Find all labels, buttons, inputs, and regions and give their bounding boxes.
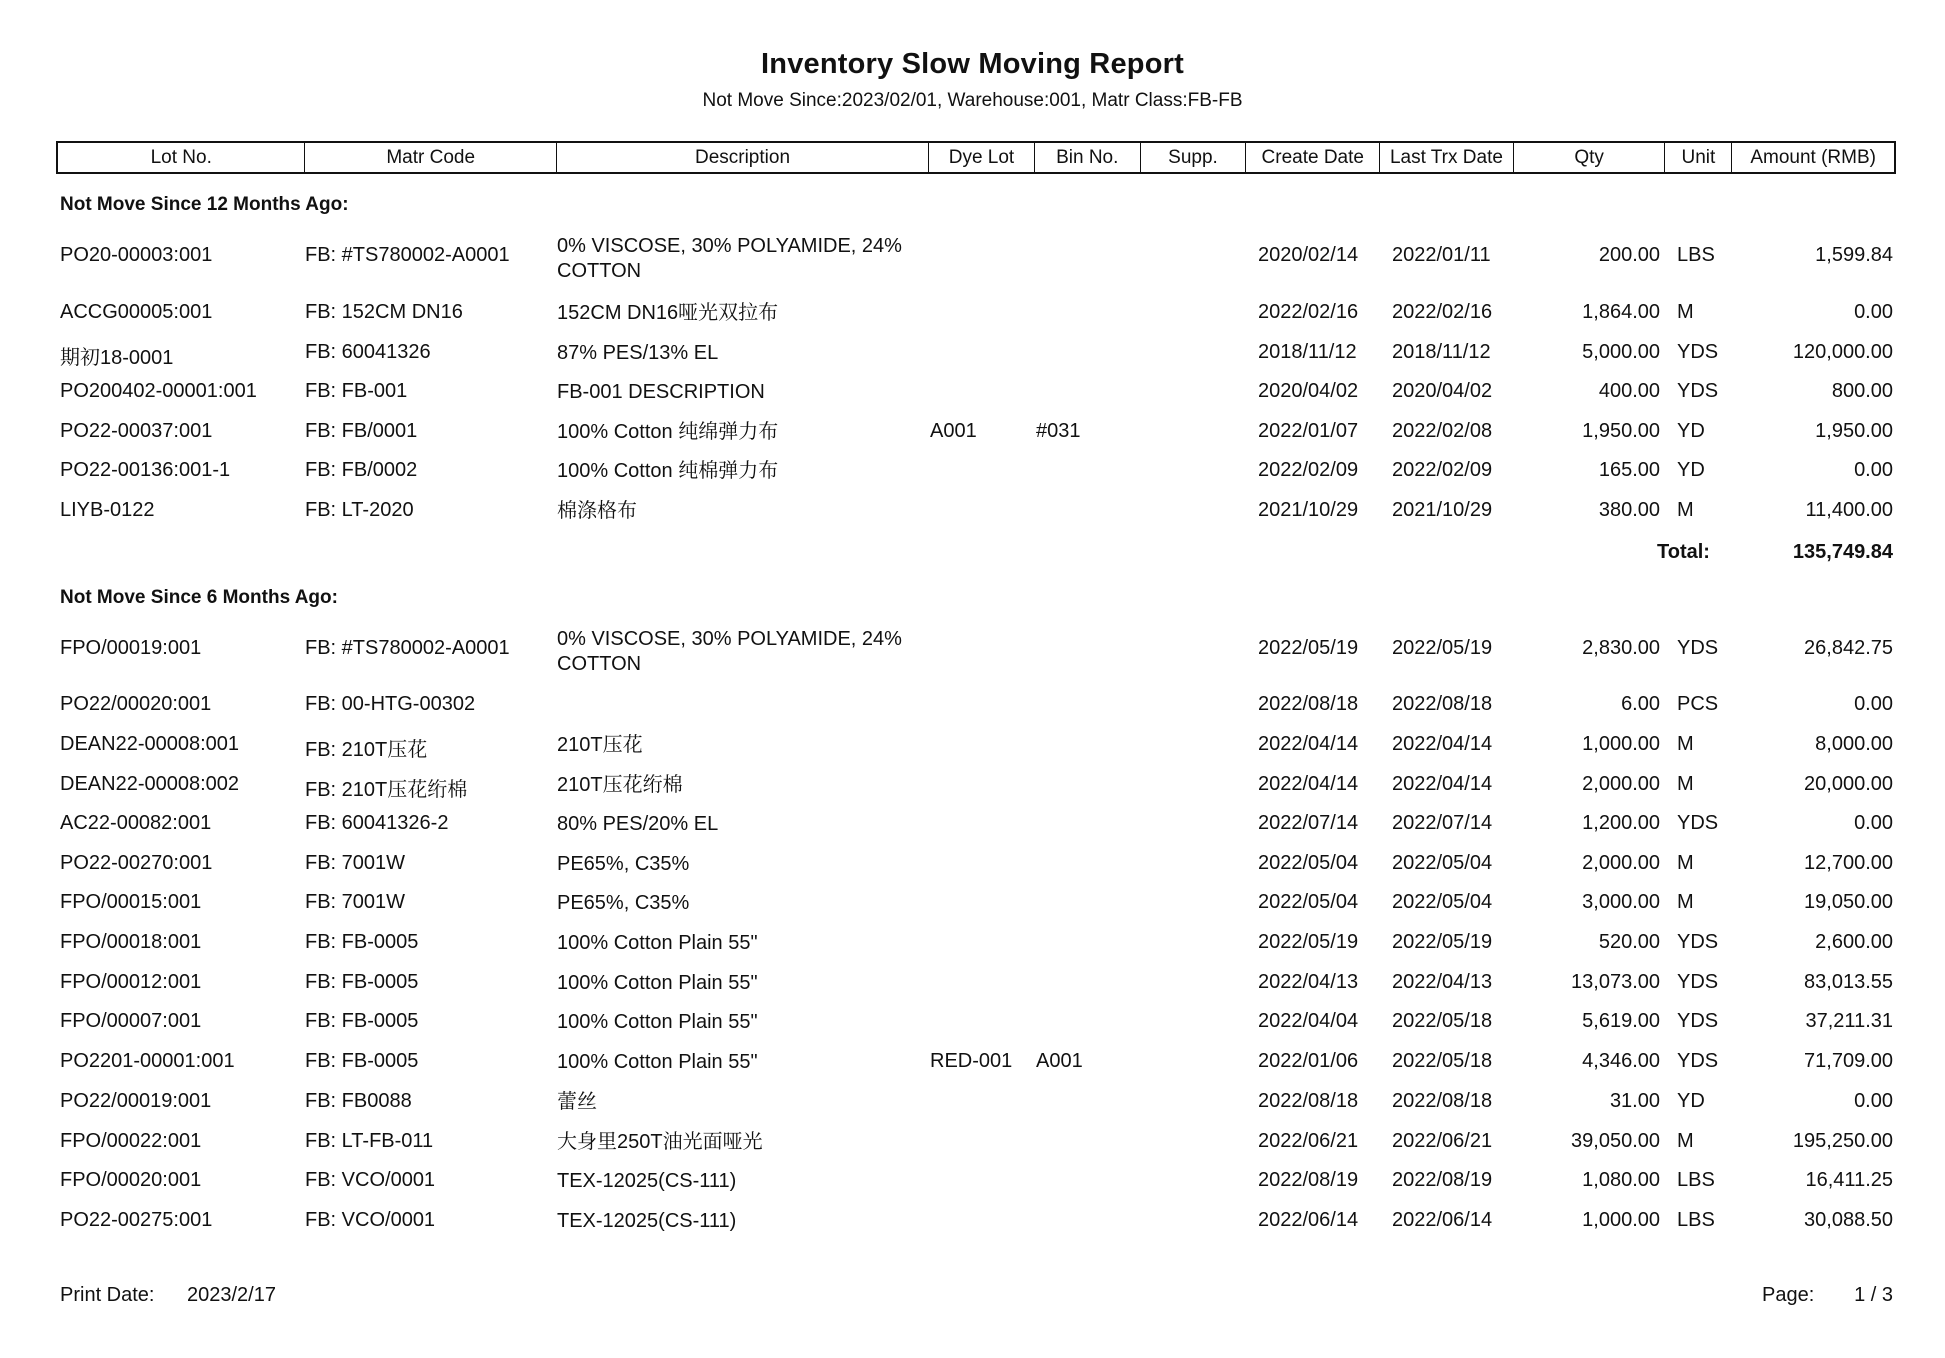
- col-header-unit: Unit: [1665, 143, 1732, 172]
- amount-cell: 120,000.00: [1792, 341, 1893, 363]
- unit-cell: YDS: [1677, 341, 1719, 363]
- create-date-cell: 2022/07/14: [1258, 812, 1359, 834]
- qty-cell: 2,830.00: [1582, 637, 1660, 659]
- lot-no-cell: FPO/00019:001: [60, 637, 202, 659]
- create-date-cell: 2022/01/07: [1258, 420, 1359, 442]
- description-cell: 210T压花绗棉: [557, 774, 683, 796]
- col-header-supp: Supp.: [1141, 143, 1247, 172]
- section-heading: Not Move Since 6 Months Ago:: [60, 587, 338, 608]
- matr-code-cell: FB: 210T压花: [305, 739, 428, 761]
- create-date-cell: 2022/05/04: [1258, 891, 1359, 913]
- col-header-last-trx-date: Last Trx Date: [1380, 143, 1514, 172]
- last-trx-date-cell: 2018/11/12: [1392, 341, 1491, 363]
- lot-no-cell: PO22-00275:001: [60, 1209, 213, 1231]
- report-subtitle: Not Move Since:2023/02/01, Warehouse:001, Matr Class:FB-FB: [702, 90, 1243, 111]
- unit-cell: YD: [1677, 459, 1705, 481]
- last-trx-date-cell: 2020/04/02: [1392, 380, 1493, 402]
- col-header-dye-lot: Dye Lot: [929, 143, 1035, 172]
- matr-code-cell: FB: FB/0001: [305, 420, 418, 442]
- matr-code-cell: FB: FB-0005: [305, 931, 419, 953]
- amount-cell: 0.00: [1854, 693, 1893, 715]
- last-trx-date-cell: 2022/06/21: [1392, 1130, 1493, 1152]
- description-cell: 100% Cotton 纯棉弹力布: [557, 460, 779, 482]
- amount-cell: 11,400.00: [1805, 499, 1893, 521]
- create-date-cell: 2022/08/19: [1258, 1169, 1359, 1191]
- create-date-cell: 2022/08/18: [1258, 1090, 1359, 1112]
- unit-cell: M: [1677, 773, 1694, 795]
- matr-code-cell: FB: FB-0005: [305, 971, 419, 993]
- qty-cell: 13,073.00: [1571, 971, 1660, 993]
- unit-cell: YDS: [1677, 380, 1719, 402]
- qty-cell: 200.00: [1598, 244, 1660, 266]
- lot-no-cell: PO2201-00001:001: [60, 1050, 235, 1072]
- qty-cell: 1,000.00: [1582, 733, 1660, 755]
- description-cell: PE65%, C35%: [557, 853, 690, 875]
- matr-code-cell: FB: #TS780002-A0001: [305, 244, 510, 266]
- qty-cell: 31.00: [1609, 1090, 1660, 1112]
- matr-code-cell: FB: 60041326-2: [305, 812, 449, 834]
- create-date-cell: 2022/06/14: [1258, 1209, 1359, 1231]
- create-date-cell: 2018/11/12: [1258, 341, 1357, 363]
- description-cell: TEX-12025(CS-111): [557, 1210, 737, 1232]
- amount-cell: 16,411.25: [1805, 1169, 1893, 1191]
- create-date-cell: 2022/05/04: [1258, 852, 1359, 874]
- qty-cell: 380.00: [1598, 499, 1660, 521]
- last-trx-date-cell: 2022/05/19: [1392, 931, 1493, 953]
- qty-cell: 3,000.00: [1582, 891, 1660, 913]
- lot-no-cell: FPO/00012:001: [60, 971, 202, 993]
- dye-lot-cell: RED-001: [930, 1050, 1013, 1072]
- description-cell: 100% Cotton 纯绵弹力布: [557, 421, 779, 443]
- last-trx-date-cell: 2022/05/18: [1392, 1050, 1493, 1072]
- last-trx-date-cell: 2022/07/14: [1392, 812, 1493, 834]
- lot-no-cell: PO22-00270:001: [60, 852, 213, 874]
- amount-cell: 195,250.00: [1792, 1130, 1893, 1152]
- create-date-cell: 2022/05/19: [1258, 931, 1359, 953]
- description-cell: 87% PES/13% EL: [557, 342, 719, 364]
- create-date-cell: 2022/05/19: [1258, 637, 1359, 659]
- last-trx-date-cell: 2022/08/19: [1392, 1169, 1493, 1191]
- description-cell: 大身里250T油光面哑光: [557, 1131, 763, 1153]
- report-title: Inventory Slow Moving Report: [761, 48, 1184, 80]
- lot-no-cell: FPO/00020:001: [60, 1169, 202, 1191]
- qty-cell: 6.00: [1621, 693, 1660, 715]
- unit-cell: LBS: [1677, 244, 1715, 266]
- description-cell: 100% Cotton Plain 55": [557, 972, 758, 994]
- matr-code-cell: FB: LT-FB-011: [305, 1130, 434, 1152]
- last-trx-date-cell: 2022/05/04: [1392, 891, 1493, 913]
- description-cell: FB-001 DESCRIPTION: [557, 381, 765, 403]
- description-cell: 152CM DN16哑光双拉布: [557, 302, 779, 324]
- description-cell: TEX-12025(CS-111): [557, 1170, 737, 1192]
- amount-cell: 800.00: [1831, 380, 1893, 402]
- last-trx-date-cell: 2022/04/13: [1392, 971, 1493, 993]
- print-date-label: Print Date:: [60, 1284, 155, 1306]
- matr-code-cell: FB: FB-0005: [305, 1050, 419, 1072]
- description-cell: 80% PES/20% EL: [557, 813, 719, 835]
- matr-code-cell: FB: FB-001: [305, 380, 408, 402]
- unit-cell: YDS: [1677, 1050, 1719, 1072]
- qty-cell: 4,346.00: [1582, 1050, 1660, 1072]
- unit-cell: M: [1677, 301, 1694, 323]
- dye-lot-cell: A001: [930, 420, 977, 442]
- lot-no-cell: FPO/00022:001: [60, 1130, 202, 1152]
- unit-cell: LBS: [1677, 1169, 1715, 1191]
- matr-code-cell: FB: 210T压花绗棉: [305, 779, 468, 801]
- lot-no-cell: ACCG00005:001: [60, 301, 213, 323]
- description-cell: 0% VISCOSE, 30% POLYAMIDE, 24% COTTON: [557, 628, 902, 675]
- qty-cell: 1,950.00: [1582, 420, 1660, 442]
- unit-cell: YDS: [1677, 812, 1719, 834]
- last-trx-date-cell: 2022/05/04: [1392, 852, 1493, 874]
- lot-no-cell: FPO/00015:001: [60, 891, 202, 913]
- last-trx-date-cell: 2022/08/18: [1392, 693, 1493, 715]
- amount-cell: 19,050.00: [1804, 891, 1893, 913]
- amount-cell: 26,842.75: [1804, 637, 1893, 659]
- print-date-value: 2023/2/17: [187, 1284, 276, 1306]
- amount-cell: 37,211.31: [1805, 1010, 1893, 1032]
- amount-cell: 0.00: [1854, 301, 1893, 323]
- unit-cell: YDS: [1677, 931, 1719, 953]
- qty-cell: 5,619.00: [1582, 1010, 1660, 1032]
- amount-cell: 0.00: [1854, 812, 1893, 834]
- create-date-cell: 2020/02/14: [1258, 244, 1359, 266]
- create-date-cell: 2022/04/13: [1258, 971, 1359, 993]
- qty-cell: 1,864.00: [1582, 301, 1660, 323]
- matr-code-cell: FB: 7001W: [305, 891, 406, 913]
- lot-no-cell: AC22-00082:001: [60, 812, 212, 834]
- qty-cell: 400.00: [1598, 380, 1660, 402]
- qty-cell: 5,000.00: [1582, 341, 1660, 363]
- amount-cell: 30,088.50: [1804, 1209, 1893, 1231]
- col-header-amount: Amount (RMB): [1750, 146, 1876, 168]
- lot-no-cell: PO200402-00001:001: [60, 380, 257, 402]
- lot-no-cell: DEAN22-00008:001: [60, 733, 240, 755]
- last-trx-date-cell: 2022/02/08: [1392, 420, 1493, 442]
- amount-cell: 1,950.00: [1815, 420, 1893, 442]
- description-cell: 210T压花: [557, 734, 643, 756]
- last-trx-date-cell: 2022/06/14: [1392, 1209, 1493, 1231]
- amount-cell: 0.00: [1854, 459, 1893, 481]
- create-date-cell: 2022/04/14: [1258, 733, 1359, 755]
- unit-cell: YDS: [1677, 637, 1719, 659]
- matr-code-cell: FB: FB0088: [305, 1090, 412, 1112]
- lot-no-cell: FPO/00018:001: [60, 931, 202, 953]
- create-date-cell: 2021/10/29: [1258, 499, 1359, 521]
- page-label: Page:: [1762, 1284, 1815, 1306]
- lot-no-cell: PO20-00003:001: [60, 244, 213, 266]
- section-heading: Not Move Since 12 Months Ago:: [60, 194, 349, 215]
- unit-cell: YDS: [1677, 971, 1719, 993]
- lot-no-cell: PO22/00019:001: [60, 1090, 212, 1112]
- unit-cell: LBS: [1677, 1209, 1715, 1231]
- description-cell: PE65%, C35%: [557, 892, 690, 914]
- create-date-cell: 2022/02/16: [1258, 301, 1359, 323]
- unit-cell: M: [1677, 1130, 1694, 1152]
- col-header-create-date: Create Date: [1246, 143, 1380, 172]
- last-trx-date-cell: 2021/10/29: [1392, 499, 1493, 521]
- matr-code-cell: FB: 7001W: [305, 852, 406, 874]
- unit-cell: M: [1677, 891, 1694, 913]
- unit-cell: M: [1677, 852, 1694, 874]
- description-cell: 100% Cotton Plain 55": [557, 1011, 758, 1033]
- create-date-cell: 2022/08/18: [1258, 693, 1359, 715]
- matr-code-cell: FB: FB-0005: [305, 1010, 419, 1032]
- lot-no-cell: 期初18-0001: [60, 347, 174, 369]
- amount-cell: 1,599.84: [1815, 244, 1893, 266]
- matr-code-cell: FB: 00-HTG-00302: [305, 693, 476, 715]
- amount-cell: 0.00: [1854, 1090, 1893, 1112]
- unit-cell: M: [1677, 499, 1694, 521]
- description-cell: 100% Cotton Plain 55": [557, 932, 758, 954]
- last-trx-date-cell: 2022/02/09: [1392, 459, 1493, 481]
- matr-code-cell: FB: #TS780002-A0001: [305, 637, 510, 659]
- amount-cell: 8,000.00: [1815, 733, 1893, 755]
- description-cell: 蕾丝: [557, 1091, 597, 1113]
- total-value: 135,749.84: [1792, 541, 1893, 563]
- bin-no-cell: A001: [1036, 1050, 1083, 1072]
- col-header-bin-no: Bin No.: [1035, 143, 1141, 172]
- qty-cell: 1,080.00: [1582, 1169, 1660, 1191]
- qty-cell: 165.00: [1598, 459, 1660, 481]
- lot-no-cell: PO22-00037:001: [60, 420, 213, 442]
- last-trx-date-cell: 2022/02/16: [1392, 301, 1493, 323]
- lot-no-cell: PO22/00020:001: [60, 693, 212, 715]
- description-cell: 棉涤格布: [557, 500, 637, 522]
- col-header-description: Description: [557, 143, 929, 172]
- matr-code-cell: FB: VCO/0001: [305, 1169, 436, 1191]
- matr-code-cell: FB: LT-2020: [305, 499, 414, 521]
- last-trx-date-cell: 2022/01/11: [1392, 244, 1491, 266]
- lot-no-cell: DEAN22-00008:002: [60, 773, 240, 795]
- amount-cell: 71,709.00: [1804, 1050, 1893, 1072]
- matr-code-cell: FB: VCO/0001: [305, 1209, 436, 1231]
- last-trx-date-cell: 2022/05/18: [1392, 1010, 1493, 1032]
- unit-cell: YDS: [1677, 1010, 1719, 1032]
- unit-cell: M: [1677, 733, 1694, 755]
- last-trx-date-cell: 2022/05/19: [1392, 637, 1493, 659]
- bin-no-cell: #031: [1036, 420, 1081, 442]
- last-trx-date-cell: 2022/04/14: [1392, 773, 1493, 795]
- last-trx-date-cell: 2022/08/18: [1392, 1090, 1493, 1112]
- create-date-cell: 2022/06/21: [1258, 1130, 1359, 1152]
- qty-cell: 2,000.00: [1582, 773, 1660, 795]
- create-date-cell: 2022/04/04: [1258, 1010, 1359, 1032]
- qty-cell: 2,000.00: [1582, 852, 1660, 874]
- matr-code-cell: FB: FB/0002: [305, 459, 418, 481]
- unit-cell: PCS: [1677, 693, 1719, 715]
- unit-cell: YD: [1677, 420, 1705, 442]
- col-header-qty: Qty: [1514, 143, 1666, 172]
- qty-cell: 520.00: [1598, 931, 1660, 953]
- create-date-cell: 2020/04/02: [1258, 380, 1359, 402]
- lot-no-cell: LIYB-0122: [60, 499, 155, 521]
- description-cell: 0% VISCOSE, 30% POLYAMIDE, 24% COTTON: [557, 235, 902, 282]
- matr-code-cell: FB: 152CM DN16: [305, 301, 463, 323]
- create-date-cell: 2022/04/14: [1258, 773, 1359, 795]
- description-cell: 100% Cotton Plain 55": [557, 1051, 758, 1073]
- col-header-lot: Lot No.: [58, 143, 305, 172]
- lot-no-cell: PO22-00136:001-1: [60, 459, 231, 481]
- total-label: Total:: [1657, 541, 1710, 563]
- create-date-cell: 2022/01/06: [1258, 1050, 1359, 1072]
- amount-cell: 20,000.00: [1804, 773, 1893, 795]
- qty-cell: 39,050.00: [1571, 1130, 1660, 1152]
- column-header-row: [56, 141, 1896, 174]
- qty-cell: 1,000.00: [1582, 1209, 1660, 1231]
- amount-cell: 83,013.55: [1804, 971, 1893, 993]
- page-number: 1 / 3: [1854, 1284, 1893, 1306]
- lot-no-cell: FPO/00007:001: [60, 1010, 202, 1032]
- unit-cell: YD: [1677, 1090, 1705, 1112]
- matr-code-cell: FB: 60041326: [305, 341, 431, 363]
- create-date-cell: 2022/02/09: [1258, 459, 1359, 481]
- amount-cell: 2,600.00: [1815, 931, 1893, 953]
- qty-cell: 1,200.00: [1582, 812, 1660, 834]
- amount-cell: 12,700.00: [1804, 852, 1893, 874]
- last-trx-date-cell: 2022/04/14: [1392, 733, 1493, 755]
- col-header-matr-code: Matr Code: [305, 143, 556, 172]
